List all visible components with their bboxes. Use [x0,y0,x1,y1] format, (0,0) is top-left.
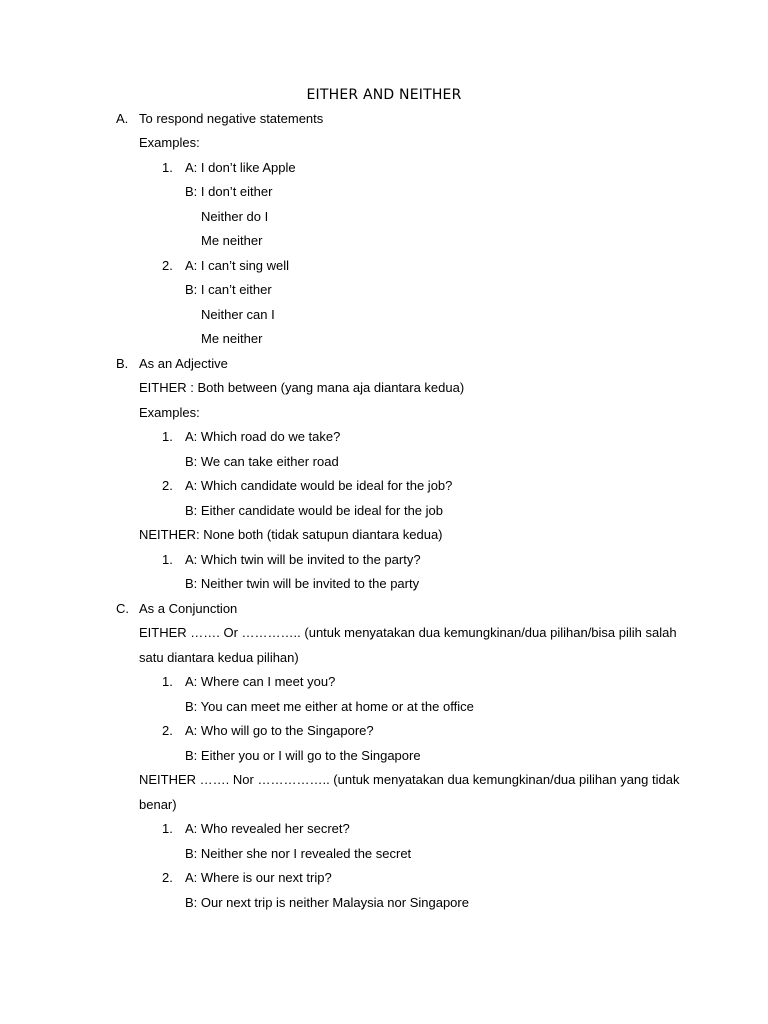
list-item-answer: B: Our next trip is neither Malaysia nor Singapore [185,895,469,910]
list-item-number: 1. [162,674,173,689]
list-item-number: 1. [162,160,173,175]
neither-definition: NEITHER: None both (tidak satupun diantara kedua) [139,527,443,542]
section-b-marker: B. [116,356,129,371]
section-a-examples-label: Examples: [139,135,200,150]
list-item-alternative: Me neither [201,331,263,346]
neither-nor-definition: NEITHER ……. Nor …………….. (untuk menyatakan dua kemungkinan/dua pilihan yang tidak [139,772,680,787]
list-item-number: 2. [162,258,173,273]
either-definition: EITHER : Both between (yang mana aja diantara kedua) [139,380,465,395]
list-item-answer: B: Neither she nor I revealed the secret [185,846,412,861]
list-item-question: A: Where is our next trip? [185,870,332,885]
list-item-alternative: Me neither [201,233,263,248]
list-item-answer: B: Either candidate would be ideal for the job [185,503,444,518]
list-item-number: 1. [162,429,173,444]
list-item-alternative: Neither can I [201,307,275,322]
section-c-heading: As a Conjunction [139,601,238,616]
either-or-definition: EITHER ……. Or ………….. (untuk menyatakan dua kemungkinan/dua pilihan/bisa pilih salah [139,625,677,640]
list-item-answer: B: I don’t either [185,184,273,199]
list-item-answer: B: Neither twin will be invited to the party [185,576,420,591]
list-item-answer: B: I can’t either [185,282,272,297]
list-item-number: 1. [162,552,173,567]
list-item-question: A: Where can I meet you? [185,674,336,689]
section-a-heading: To respond negative statements [139,111,324,126]
section-c-marker: C. [116,601,129,616]
section-a-marker: A. [116,111,129,126]
list-item-question: A: Which road do we take? [185,429,341,444]
page-title: EITHER AND NEITHER [306,87,462,103]
list-item-number: 2. [162,723,173,738]
list-item-question: A: Who revealed her secret? [185,821,350,836]
neither-nor-definition-continued: benar) [139,797,177,812]
list-item-number: 2. [162,478,173,493]
list-item-answer: B: We can take either road [185,454,339,469]
either-or-definition-continued: satu diantara kedua pilihan) [139,650,299,665]
list-item-question: A: I don’t like Apple [185,160,296,175]
section-b-examples-label: Examples: [139,405,200,420]
list-item-number: 2. [162,870,173,885]
list-item-number: 1. [162,821,173,836]
list-item-answer: B: You can meet me either at home or at the office [185,699,474,714]
list-item-question: A: Who will go to the Singapore? [185,723,374,738]
list-item-question: A: I can’t sing well [185,258,290,273]
list-item-alternative: Neither do I [201,209,269,224]
list-item-question: A: Which twin will be invited to the party? [185,552,421,567]
section-b-heading: As an Adjective [139,356,228,371]
list-item-answer: B: Either you or I will go to the Singapore [185,748,421,763]
list-item-question: A: Which candidate would be ideal for the job? [185,478,453,493]
